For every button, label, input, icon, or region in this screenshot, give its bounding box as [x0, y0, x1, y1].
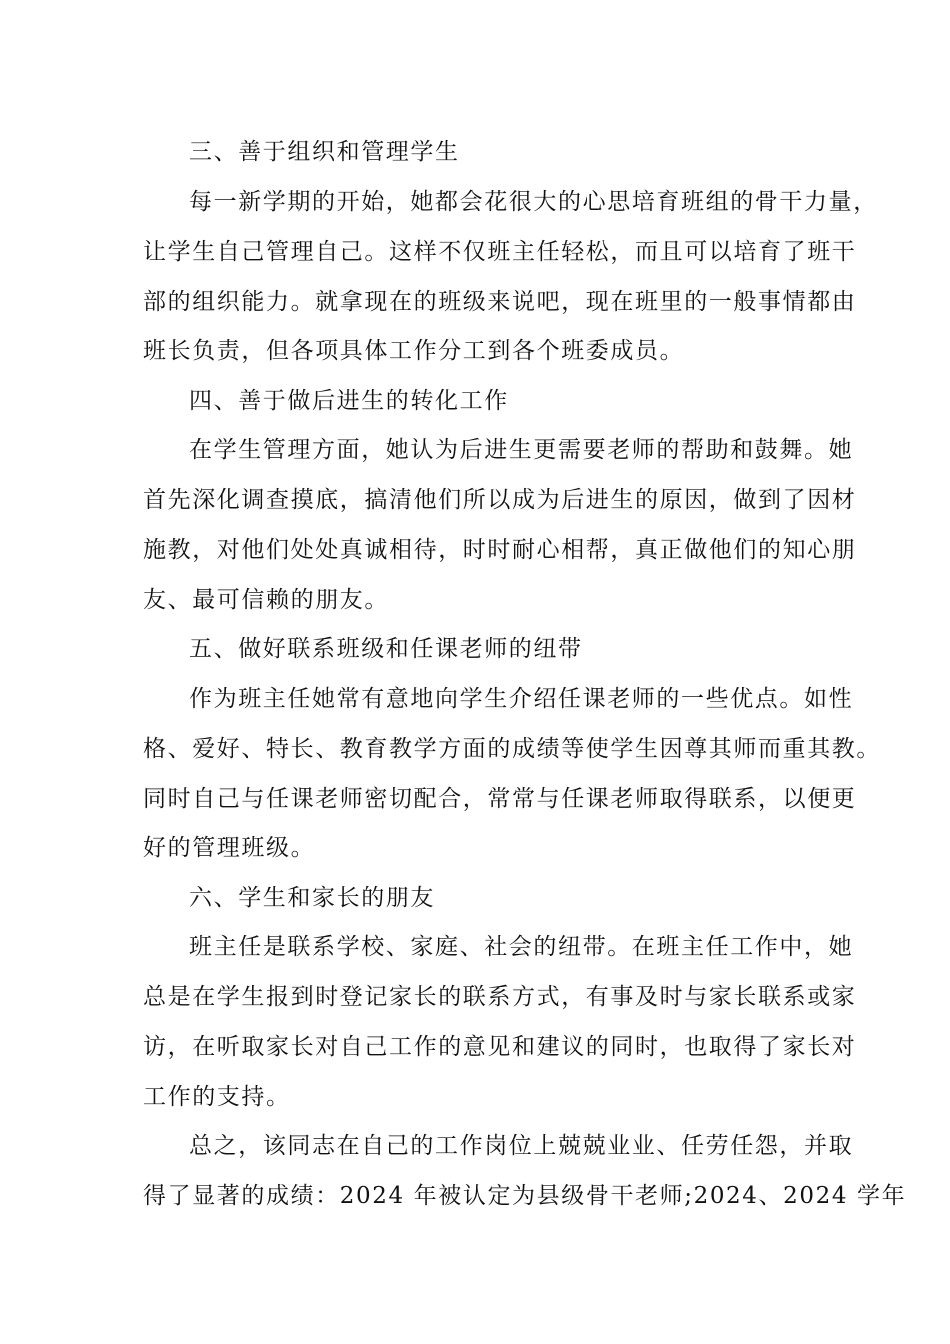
paragraph-line: 访，在听取家长对自己工作的意见和建议的同时，也取得了家长对 [143, 1034, 857, 1060]
heading-4: 四、善于做后进生的转化工作 [189, 388, 509, 414]
paragraph-line: 格、爱好、特长、教育教学方面的成绩等使学生因尊其师而重其教。 [143, 736, 881, 762]
paragraph-line: 部的组织能力。就拿现在的班级来说吧，现在班里的一般事情都由 [143, 289, 857, 315]
paragraph-line: 作为班主任她常有意地向学生介绍任课老师的一些优点。如性 [189, 686, 854, 712]
paragraph-line: 总是在学生报到时登记家长的联系方式，有事及时与家长联系或家 [143, 984, 857, 1010]
paragraph-line: 在学生管理方面，她认为后进生更需要老师的帮助和鼓舞。她 [189, 437, 854, 463]
paragraph-line: 首先深化调查摸底，搞清他们所以成为后进生的原因，做到了因材 [143, 487, 857, 513]
paragraph-line: 班长负责，但各项具体工作分工到各个班委成员。 [143, 338, 685, 364]
paragraph-line: 好的管理班级。 [143, 835, 316, 861]
paragraph-line: 班主任是联系学校、家庭、社会的纽带。在班主任工作中，她 [189, 934, 854, 960]
paragraph-line: 施教，对他们处处真诚相待，时时耐心相帮，真正做他们的知心朋 [143, 537, 857, 563]
heading-5: 五、做好联系班级和任课老师的纽带 [189, 636, 583, 662]
paragraph-line: 每一新学期的开始，她都会花很大的心思培育班组的骨干力量， [189, 189, 878, 215]
paragraph-line: 得了显著的成绩：2024 年被认定为县级骨干老师;2024、2024 学年 [143, 1183, 907, 1209]
heading-3: 三、善于组织和管理学生 [189, 139, 460, 165]
heading-6: 六、学生和家长的朋友 [189, 885, 435, 911]
paragraph-line: 工作的支持。 [143, 1084, 291, 1110]
paragraph-line: 同时自己与任课老师密切配合，常常与任课老师取得联系，以便更 [143, 786, 857, 812]
paragraph-line: 友、最可信赖的朋友。 [143, 587, 389, 613]
paragraph-line: 让学生自己管理自己。这样不仅班主任轻松，而且可以培育了班干 [143, 239, 857, 265]
paragraph-line: 总之，该同志在自己的工作岗位上兢兢业业、任劳任怨，并取 [189, 1133, 854, 1159]
